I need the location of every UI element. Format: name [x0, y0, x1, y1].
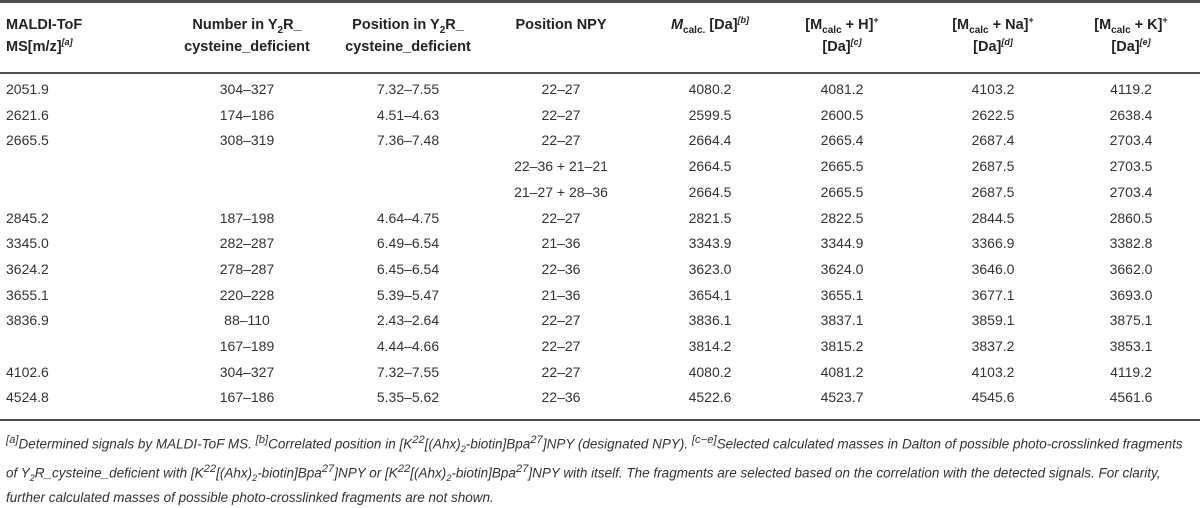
cell-position-value: 7.32–7.55	[376, 363, 440, 380]
cell-mcalc-value: 3343.9	[688, 235, 732, 252]
cell-mh-value: 3837.1	[820, 312, 864, 329]
header-m-plus-h	[805, 14, 878, 58]
cell-mh-value: 2665.5	[820, 183, 864, 200]
cell-maldi-value: 4524.8	[6, 389, 49, 406]
cell-npy-position-value: 22–36 + 21–21	[514, 158, 608, 175]
cell-number-value: 174–186	[219, 106, 275, 123]
cell-npy-position-value: 22–27	[541, 106, 581, 123]
cell-npy-position-value: 22–27	[541, 338, 581, 354]
cell-npy-position-value: 22–27	[541, 363, 581, 380]
cell-npy-position-value: 22–27	[541, 81, 581, 97]
header-h-charge: +	[873, 15, 879, 26]
cell-mna-value: 2687.5	[971, 183, 1015, 200]
header-na-sub: calc	[969, 24, 989, 36]
table-row	[0, 256, 1200, 281]
cell-mk-value: 3662.0	[1109, 260, 1153, 277]
cell-position-value: 4.44–4.66	[376, 338, 440, 354]
footnote-ce-text5: ]NPY or [K	[334, 465, 398, 481]
cell-position-value: 6.49–6.54	[376, 235, 440, 252]
footnote-b-text: Correlated position in [K	[268, 436, 413, 452]
footnote-b-text2: [(Ahx)	[424, 436, 461, 452]
cell-mcalc-value: 2821.5	[688, 209, 732, 226]
cell-maldi-value: 2051.9	[6, 81, 49, 97]
table-row	[0, 230, 1200, 255]
header-position-in-y2r	[345, 14, 471, 58]
table-bottom-rule	[0, 419, 1200, 421]
cell-position-value: 4.64–4.75	[376, 209, 440, 226]
table-top-rule	[0, 0, 1200, 3]
header-h-unit: [Da]	[822, 39, 851, 55]
cell-number-value: 167–189	[219, 338, 275, 354]
cell-position-value: 7.32–7.55	[376, 81, 440, 97]
cell-position-value: 5.35–5.62	[376, 389, 440, 406]
cell-mna-value: 3646.0	[971, 260, 1015, 277]
cell-mk-value: 4119.2	[1110, 81, 1152, 97]
cell-mk-value: 2703.5	[1109, 158, 1153, 175]
cell-mna-value: 3859.1	[971, 312, 1015, 329]
footnote-ce-sub: 2	[29, 473, 35, 484]
table-row	[0, 205, 1200, 230]
cell-number-value: 88–110	[224, 312, 270, 329]
footnote-mark-ce: [c−e]	[691, 434, 717, 446]
cell-mh-value: 3344.9	[820, 235, 864, 252]
header-position-sub: 2	[439, 24, 446, 36]
footnote-ce-text8: ]NPY with itself. The fragments are selected based on the correlation with the detected signals. For clarity, further calculated masses of possible photo-crosslinked fragments are not shown.	[6, 465, 1161, 506]
header-position-line2: cysteine_deficient	[345, 39, 471, 55]
cell-npy-position-value: 22–36	[541, 389, 581, 406]
footnote-ce-text: Selected calculated masses in Dalton of possible photo-crosslinked fragments of Y	[6, 436, 1183, 481]
footnote-ref-c: [c]	[850, 37, 862, 48]
header-h-open: [M	[805, 17, 823, 33]
cell-mna-value: 3837.2	[971, 338, 1015, 354]
cell-mk-value: 2703.4	[1109, 132, 1153, 149]
cell-position-value: 4.51–4.63	[376, 106, 440, 123]
cell-mh-value: 3624.0	[820, 260, 864, 277]
header-mcalc-m: M	[670, 17, 684, 33]
table-row	[0, 282, 1200, 307]
cell-mh-value: 3815.2	[820, 338, 864, 354]
cell-mna-value: 2687.5	[971, 158, 1015, 175]
cell-mcalc-value: 3623.0	[688, 260, 732, 277]
header-na-charge: +	[1028, 15, 1034, 26]
cell-maldi-value: 3836.9	[6, 312, 49, 329]
cell-mcalc-value: 3814.2	[688, 338, 732, 354]
cell-npy-position-value: 22–27	[541, 312, 581, 329]
footnote-b-sub1: 2	[460, 444, 466, 455]
cell-mh-value: 4523.7	[820, 389, 864, 406]
cell-npy-position-value: 22–36	[541, 260, 581, 277]
cell-npy-position-value: 21–36	[541, 286, 581, 303]
cell-mcalc-value: 3836.1	[688, 312, 732, 329]
footnote-ref-e: [e]	[1139, 37, 1151, 48]
cell-position-value: 2.43–2.64	[376, 312, 440, 329]
cell-mna-value: 4103.2	[971, 363, 1015, 380]
cell-mh-value: 2600.5	[820, 106, 864, 123]
cell-number-value: 220–228	[219, 286, 275, 303]
cell-npy-position-value: 21–27 + 28–36	[514, 183, 608, 200]
footnote-mark-b: [b]	[255, 434, 269, 446]
header-number-in-y2r	[184, 14, 310, 58]
cell-mcalc-value: 2664.5	[688, 183, 732, 200]
header-position-npy	[515, 14, 606, 36]
header-maldi-tof	[6, 14, 82, 58]
cell-number-value: 308–319	[219, 132, 275, 149]
header-number-text: Number in Y	[192, 17, 278, 33]
cell-mna-value: 2687.4	[971, 132, 1015, 149]
table-row	[0, 359, 1200, 384]
cell-mna-value: 3366.9	[971, 235, 1015, 252]
cell-mh-value: 4081.2	[820, 363, 864, 380]
table-row	[0, 307, 1200, 332]
cell-npy-position-value: 21–36	[541, 235, 581, 252]
cell-mk-value: 4561.6	[1109, 389, 1153, 406]
cell-mna-value: 2844.5	[971, 209, 1015, 226]
header-number-sub: 2	[277, 24, 284, 36]
cell-mh-value: 2822.5	[820, 209, 864, 226]
cell-position-value: 5.39–5.47	[376, 286, 440, 303]
cell-mk-value: 3875.1	[1109, 312, 1153, 329]
header-number-suffix: R_	[283, 17, 302, 33]
table-row	[0, 333, 1200, 358]
cell-position-value: 7.36–7.48	[376, 132, 440, 149]
header-m-calc	[671, 14, 749, 36]
header-position-text: Position in Y	[352, 17, 440, 33]
cell-number-value: 167–186	[219, 389, 275, 406]
header-mcalc-sub: calc.	[683, 24, 706, 36]
cell-mh-value: 2665.5	[820, 158, 864, 175]
header-position-suffix: R_	[445, 17, 464, 33]
footnote-ce-text7: -biotin]Bpa	[451, 465, 516, 481]
header-h-sub: calc	[822, 24, 842, 36]
table-row	[0, 153, 1200, 178]
header-k-unit: [Da]	[1111, 39, 1140, 55]
header-k-charge: +	[1162, 15, 1168, 26]
cell-mk-value: 3693.0	[1109, 286, 1153, 303]
cell-mh-value: 2665.4	[820, 132, 864, 149]
cell-mh-value: 4081.2	[820, 81, 864, 97]
footnote-ce-sup1: 22	[203, 463, 217, 476]
table-row	[0, 102, 1200, 127]
header-k-sub: calc	[1111, 24, 1131, 36]
cell-maldi-value: 3655.1	[6, 286, 49, 303]
cell-mna-value: 2622.5	[971, 106, 1015, 123]
footnote-a-text: Determined signals by MALDI-ToF MS.	[18, 436, 256, 452]
cell-number-value: 304–327	[219, 363, 275, 380]
cell-mcalc-value: 2599.5	[688, 106, 732, 123]
footnote-ce-sup3: 22	[397, 463, 411, 476]
table-row	[0, 127, 1200, 152]
cell-mh-value: 3655.1	[820, 286, 864, 303]
cell-mk-value: 2703.4	[1109, 183, 1153, 200]
cell-mk-value: 3382.8	[1109, 235, 1153, 252]
cell-maldi-value: 4102.6	[6, 363, 49, 380]
footnote-b-sup1: 22	[412, 434, 425, 446]
table-header-rule	[0, 72, 1200, 74]
table-row	[0, 76, 1200, 101]
table-row	[0, 179, 1200, 204]
cell-mna-value: 4545.6	[971, 389, 1015, 406]
cell-npy-position-value: 22–27	[541, 209, 581, 226]
cell-maldi-value: 2665.5	[6, 132, 49, 149]
cell-mcalc-value: 2664.4	[688, 132, 732, 149]
cell-mna-value: 4103.2	[971, 81, 1015, 97]
cell-number-value: 282–287	[219, 235, 275, 252]
header-m-plus-k	[1094, 14, 1167, 58]
footnote-mark-a: [a]	[6, 434, 19, 446]
footnote-ce-text4: -biotin]Bpa	[257, 465, 322, 481]
cell-mcalc-value: 3654.1	[688, 286, 732, 303]
header-na-unit: [Da]	[973, 39, 1002, 55]
cell-mna-value: 3677.1	[971, 286, 1015, 303]
cell-mk-value: 4119.2	[1110, 363, 1152, 380]
table-row	[0, 384, 1200, 409]
cell-maldi-value: 2845.2	[6, 209, 49, 226]
table-footnote	[6, 430, 1194, 508]
footnote-ce-text6: [(Ahx)	[410, 465, 447, 481]
cell-npy-position-value: 22–27	[541, 132, 581, 149]
header-m-plus-na	[952, 14, 1034, 58]
cell-maldi-value: 2621.6	[6, 106, 49, 123]
cell-mk-value: 2860.5	[1109, 209, 1153, 226]
cell-maldi-value: 3624.2	[6, 260, 49, 277]
header-na-open: [M	[952, 17, 970, 33]
cell-mk-value: 3853.1	[1109, 338, 1153, 354]
cell-mcalc-value: 4522.6	[688, 389, 732, 406]
footnote-b-text3: -biotin]Bpa	[465, 436, 531, 452]
footnote-ce-sup4: 27	[515, 463, 529, 476]
header-maldi-line2: MS[m/z]	[6, 39, 62, 55]
footnote-ref-d: [d]	[1001, 37, 1013, 48]
footnote-ce-text3: [(Ahx)	[216, 465, 253, 481]
header-number-line2: cysteine_deficient	[184, 39, 310, 55]
header-mcalc-unit: [Da]	[705, 17, 738, 33]
cell-mk-value: 2638.4	[1109, 106, 1153, 123]
footnote-b-text4: ]NPY (designated NPY).	[542, 436, 692, 452]
footnote-b-sup2: 27	[530, 434, 543, 446]
cell-number-value: 304–327	[219, 81, 275, 97]
header-k-ion: + K]	[1130, 17, 1163, 33]
footnote-ref-b: [b]	[737, 15, 750, 26]
footnote-ce-sup2: 27	[321, 463, 335, 476]
cell-mcalc-value: 2664.5	[688, 158, 732, 175]
footnote-ref-a: [a]	[61, 37, 73, 48]
header-position-npy-text: Position NPY	[515, 17, 607, 33]
footnote-ce-sub3: 2	[446, 473, 452, 484]
header-k-open: [M	[1094, 17, 1112, 33]
footnote-ce-text2: R_cysteine_deficient with [K	[34, 465, 204, 481]
cell-maldi-value: 3345.0	[6, 235, 49, 252]
cell-mcalc-value: 4080.2	[688, 363, 732, 380]
header-maldi-line1: MALDI-ToF	[6, 17, 83, 33]
cell-position-value: 6.45–6.54	[376, 260, 440, 277]
cell-number-value: 278–287	[219, 260, 275, 277]
header-na-ion: + Na]	[988, 17, 1029, 33]
cell-mcalc-value: 4080.2	[688, 81, 732, 97]
cell-number-value: 187–198	[219, 209, 275, 226]
header-h-ion: + H]	[841, 17, 874, 33]
footnote-ce-sub2: 2	[252, 473, 258, 484]
